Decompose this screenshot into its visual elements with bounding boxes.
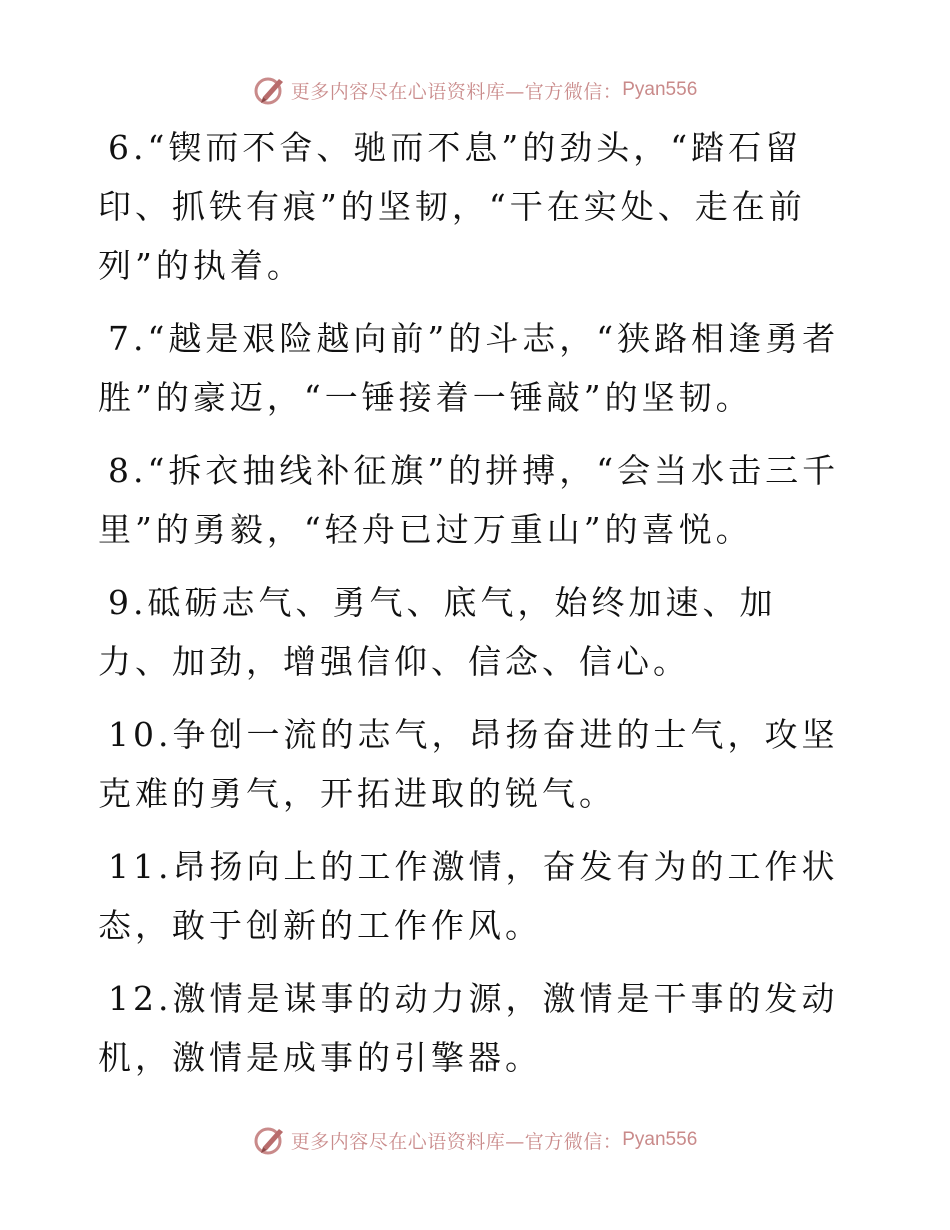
footer-watermark — [0, 1120, 950, 1160]
watermark-text: 更多内容尽在心语资料库—官方微信： — [290, 80, 623, 103]
watermark-wechat-id: Pyan556 — [622, 1129, 698, 1150]
paragraph-6: 6.“锲而不舍、驰而不息”的劲头，“踏石留印、抓铁有痕”的坚韧，“干在实处、走在前列”的执着。 — [98, 128, 806, 285]
paragraph-10: 10.争创一流的志气，昂扬奋进的士气，攻坚克难的勇气，开拓进取的锐气。 — [98, 715, 839, 813]
paragraph-7: 7.“越是艰险越向前”的斗志，“狭路相逢勇者胜”的豪迈，“一锤接着一锤敲”的坚韧。 — [98, 319, 840, 417]
paragraph-9: 9.砥砺志气、勇气、底气，始终加速、加力、加劲，增强信仰、信念、信心。 — [98, 583, 777, 681]
document-body — [98, 118, 848, 1101]
watermark-text: 更多内容尽在心语资料库—官方微信： — [290, 1130, 623, 1153]
pen-circle-logo-icon — [253, 1123, 287, 1157]
watermark-wechat-id: Pyan556 — [622, 79, 698, 100]
pen-circle-logo-icon — [253, 73, 287, 107]
header-watermark — [0, 70, 950, 110]
paragraph-11: 11.昂扬向上的工作激情，奋发有为的工作状态，敢于创新的工作作风。 — [98, 847, 839, 945]
paragraph-12: 12.激情是谋事的动力源，激情是干事的发动机，激情是成事的引擎器。 — [98, 979, 839, 1077]
paragraph-8: 8.“拆衣抽线补征旗”的拼搏，“会当水击三千里”的勇毅，“轻舟已过万重山”的喜悦。 — [98, 451, 840, 549]
